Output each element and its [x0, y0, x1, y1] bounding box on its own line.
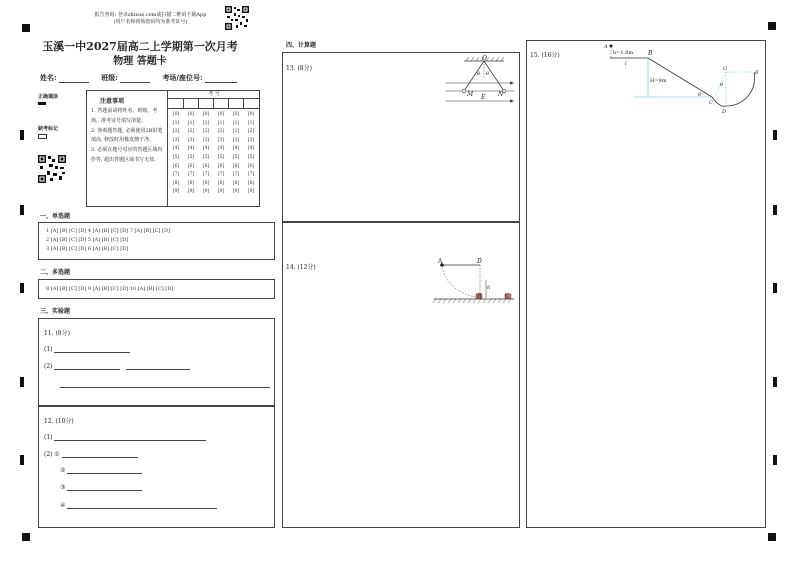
side-mark	[20, 377, 24, 387]
single-choice-row[interactable]: 1 [A] [B] [C] [D] 4 [A] [B] [C] [D] 7 [A] [B] [C] [D]	[46, 228, 170, 234]
side-mark	[773, 455, 777, 465]
q11-part2-label: (2)	[44, 363, 53, 370]
notice-list	[91, 107, 163, 166]
section-experiment-title: 三、实验题	[40, 308, 71, 315]
q11-part2-line1[interactable]	[54, 364, 120, 370]
q13-label-O: O	[482, 55, 487, 62]
name-label: 姓名:	[40, 73, 57, 82]
q13-label-theta1: θ	[477, 71, 481, 77]
q12-part2-label: (2) ①	[44, 451, 60, 458]
side-mark	[773, 283, 777, 293]
q15-label-D: D	[722, 109, 727, 115]
exam-title: 玉溪一中2027届高二上学期第一次月考	[42, 40, 238, 53]
side-mark	[773, 205, 777, 215]
q11-part1	[44, 346, 130, 353]
q12-part2-sub3	[60, 484, 142, 491]
report-note	[78, 12, 223, 26]
q12-sub4-line[interactable]	[67, 503, 217, 509]
q12-part1-line[interactable]	[54, 435, 206, 441]
side-mark	[773, 377, 777, 387]
q12-part1-label: (1)	[44, 434, 53, 441]
exam-number-column[interactable]: [0] [1] [2] [3] [4] [5] [6] [7] [8] [9]	[172, 112, 180, 195]
report-note-line2: (用户名和初始密码均为准考证号)	[113, 19, 188, 25]
side-mark	[20, 205, 24, 215]
multi-choice-row[interactable]: 8 [A] [B] [C] [D] 9 [A] [B] [C] [D] 10 [A] [B] [C] [D]	[46, 286, 174, 292]
q11-part2-line2[interactable]	[126, 364, 190, 370]
q15-label-h: h=1.8m	[613, 50, 634, 56]
q12-part2-sub2	[60, 467, 142, 474]
q11-label: 11. (8分)	[44, 330, 70, 337]
section-single-title: 一、单选题	[40, 213, 71, 220]
q12-sub4-label: ④	[60, 502, 66, 509]
q15-label-l: l	[625, 61, 627, 67]
fill-example-label: 正确填涂	[38, 94, 59, 100]
student-info-row	[40, 73, 237, 83]
class-field[interactable]	[120, 77, 150, 83]
notice-item: 3. 必须在题号对应的答题区域内作答, 超出答题区域书写无效。	[91, 147, 163, 163]
q14-figure	[432, 256, 516, 308]
q15-label-theta2: θ	[720, 82, 724, 88]
header-qr-code	[224, 5, 250, 31]
exam-number-sep	[183, 99, 184, 109]
side-mark	[20, 455, 24, 465]
student-qr-code	[38, 155, 66, 183]
exam-number-title: 考 号	[168, 90, 260, 99]
q14-label-D: D	[477, 258, 482, 265]
q11-part2	[44, 363, 190, 370]
seat-label: 考场/座位号:	[162, 73, 203, 82]
exam-number-column[interactable]: [0] [1] [2] [3] [4] [5] [6] [7] [8] [9]	[202, 112, 210, 195]
q14-label: 14. (12分)	[286, 264, 316, 271]
q12-part2-line1[interactable]	[62, 452, 138, 458]
q12-sub3-line[interactable]	[67, 485, 142, 491]
exam-number-sep	[243, 99, 244, 109]
q12-sub2-label: ②	[60, 467, 66, 474]
q11-part2-line3[interactable]	[60, 387, 270, 388]
q15-label: 15. (16分)	[530, 52, 560, 59]
exam-number-sep	[213, 99, 214, 109]
q13-label-E: E	[481, 94, 486, 101]
q12-part2	[44, 451, 138, 458]
q15-label-B: B	[648, 50, 653, 57]
absent-mark-checkbox[interactable]	[38, 134, 47, 139]
q13-label-M: M	[467, 91, 474, 98]
q14-label-B: B	[477, 293, 482, 300]
corner-mark-top-left	[22, 24, 30, 32]
exam-number-column[interactable]: [0] [1] [2] [3] [4] [5] [6] [7] [8] [9]	[217, 112, 225, 195]
q14-label-C: C	[505, 293, 510, 300]
notice-item: 1. 答题前请将姓名、班级、考场、准考证号填写清楚。	[91, 108, 158, 124]
q12-part2-sub4	[60, 502, 217, 509]
notice-title: 注意事项	[100, 98, 125, 105]
single-choice-row[interactable]: 2 [A] [B] [C] [D] 5 [A] [B] [C] [D]	[46, 237, 129, 243]
q15-label-A: A	[604, 44, 608, 50]
q11-answer-box[interactable]	[38, 318, 275, 406]
corner-mark-bottom-left	[22, 533, 30, 541]
q15-label-O: O	[723, 66, 728, 72]
side-mark	[773, 130, 777, 140]
q11-part1-label: (1)	[44, 346, 53, 353]
q12-label: 12. (10分)	[44, 418, 74, 425]
single-choice-row[interactable]: 3 [A] [B] [C] [D] 6 [A] [B] [C] [D]	[46, 246, 129, 252]
q12-sub2-line[interactable]	[67, 468, 142, 474]
q15-label-E: E	[755, 70, 759, 76]
exam-number-column[interactable]: [0] [1] [2] [3] [4] [5] [6] [7] [8] [9]	[187, 112, 195, 195]
q15-label-theta: θ	[698, 92, 702, 98]
absent-mark-label: 缺考标记	[38, 126, 59, 132]
q14-label-h: h	[487, 285, 491, 291]
exam-number-column[interactable]: [0] [1] [2] [3] [4] [5] [6] [7] [8] [9]	[247, 112, 255, 195]
corner-mark-top-right	[768, 22, 776, 30]
q14-label-A: A	[438, 258, 443, 265]
class-label: 班级:	[101, 73, 118, 82]
section-calc-title: 四、计算题	[286, 42, 317, 49]
notice-item: 2. 客观题答题, 必须使用2B铅笔填涂, 修改时用橡皮擦干净。	[91, 127, 163, 144]
name-field[interactable]	[59, 77, 89, 83]
q13-figure	[446, 53, 518, 111]
exam-number-column[interactable]: [0] [1] [2] [3] [4] [5] [6] [7] [8] [9]	[232, 112, 240, 195]
exam-number-sep	[228, 99, 229, 109]
q11-part1-line[interactable]	[54, 347, 130, 353]
subject-title: 物理 答题卡	[113, 56, 167, 67]
q15-label-H: H=9m	[650, 78, 667, 84]
exam-number-sep	[198, 99, 199, 109]
corner-mark-bottom-right	[768, 533, 776, 541]
report-note-line1: 报告查询: 登录zhixue.com或扫描二维码下载App	[94, 12, 207, 18]
q12-part1	[44, 434, 206, 441]
q12-sub3-label: ③	[60, 484, 66, 491]
q13-label-N: N	[498, 91, 504, 98]
q15-figure	[598, 40, 764, 116]
seat-field[interactable]	[205, 77, 237, 83]
fill-example-mark	[38, 102, 46, 105]
q15-label-C: C	[709, 100, 713, 106]
q13-label: 13. (8分)	[286, 65, 312, 72]
exam-number-write-row[interactable]	[168, 99, 260, 109]
section-multi-title: 二、多选题	[40, 269, 71, 276]
side-mark	[20, 130, 24, 140]
q13-label-theta2: θ	[486, 71, 490, 77]
side-mark	[20, 283, 24, 293]
